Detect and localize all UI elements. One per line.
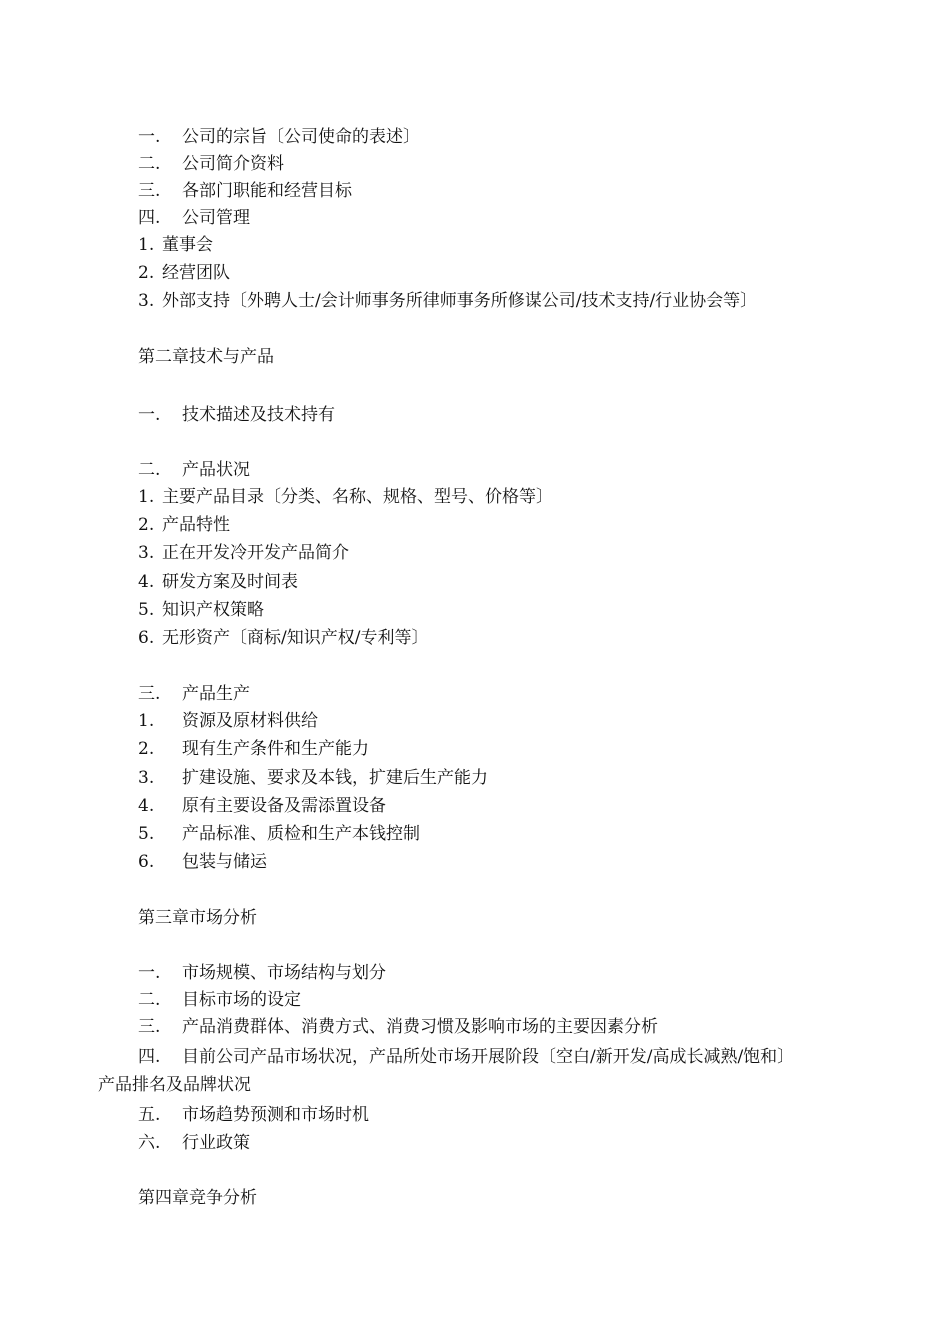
section-item	[138, 153, 284, 175]
item-text: 资源及原材料供给	[182, 711, 318, 731]
item-text: 扩建设施、要求及本钱，扩建后生产能力	[182, 768, 488, 788]
item-number: 二.	[138, 460, 161, 480]
item-text: 技术描述及技术持有	[182, 405, 335, 425]
section-item	[138, 1132, 250, 1154]
sub-item	[138, 486, 553, 508]
item-number: 6.	[138, 852, 155, 872]
item-text: 知识产权策略	[162, 600, 264, 620]
section-item	[138, 126, 420, 148]
item-number: 一.	[138, 963, 161, 983]
section-item	[138, 1016, 658, 1038]
item-number: 二.	[138, 990, 161, 1010]
item-number: 3.	[138, 768, 155, 788]
sub-item	[138, 599, 264, 621]
item-number: 三.	[138, 684, 161, 704]
section-item	[138, 404, 335, 426]
sub-item	[138, 823, 420, 845]
item-number: 5.	[138, 824, 155, 844]
item-text: 各部门职能和经营目标	[182, 181, 352, 201]
item-text: 公司的宗旨〔公司使命的表述〕	[182, 127, 420, 147]
item-number: 四.	[138, 1047, 161, 1067]
sub-item	[138, 851, 267, 873]
sub-item	[138, 514, 230, 536]
item-text: 产品特性	[162, 515, 230, 535]
item-number: 5.	[138, 600, 155, 620]
sub-item	[138, 767, 488, 789]
sub-item	[138, 710, 318, 732]
item-number: 一.	[138, 127, 161, 147]
item-number: 六.	[138, 1133, 161, 1153]
item-text: 行业政策	[182, 1133, 250, 1153]
item-text: 市场规模、市场结构与划分	[182, 963, 386, 983]
item-text: 公司简介资料	[182, 154, 284, 174]
item-number: 3.	[138, 291, 155, 311]
sub-item	[138, 627, 428, 649]
sub-item	[138, 262, 230, 284]
section-item	[138, 1046, 794, 1068]
item-number: 一.	[138, 405, 161, 425]
item-number: 三.	[138, 181, 161, 201]
item-text: 无形资产〔商标/知识产权/专利等〕	[162, 628, 429, 648]
item-text: 产品生产	[182, 684, 250, 704]
item-text: 目标市场的设定	[182, 990, 301, 1010]
item-text: 包装与储运	[182, 852, 267, 872]
item-number: 2.	[138, 263, 155, 283]
item-number: 2.	[138, 739, 155, 759]
item-text: 董事会	[162, 235, 213, 255]
sub-item	[138, 542, 349, 564]
chapter-heading: 第四章竞争分析	[138, 1188, 257, 1208]
item-text: 产品标准、质检和生产本钱控制	[182, 824, 420, 844]
item-text: 研发方案及时间表	[162, 572, 298, 592]
item-text: 公司管理	[182, 208, 250, 228]
item-number: 2.	[138, 515, 155, 535]
item-number: 四.	[138, 208, 161, 228]
item-text: 市场趋势预测和市场时机	[182, 1105, 369, 1125]
item-number: 4.	[138, 796, 155, 816]
item-number: 1.	[138, 235, 155, 255]
item-text: 现有生产条件和生产能力	[182, 739, 369, 759]
item-text: 产品消费群体、消费方式、消费习惯及影响市场的主要因素分析	[182, 1017, 658, 1037]
section-item	[138, 962, 386, 984]
item-number: 1.	[138, 487, 155, 507]
chapter-heading: 第三章市场分析	[138, 908, 257, 928]
item-text-continuation: 产品排名及品牌状况	[98, 1075, 251, 1095]
item-text: 产品状况	[182, 460, 250, 480]
sub-item	[138, 290, 757, 312]
section-item	[138, 683, 250, 705]
item-text: 外部支持〔外聘人士/会计师事务所律师事务所修谋公司/技术支持/行业协会等〕	[162, 291, 758, 311]
item-text: 经营团队	[162, 263, 230, 283]
item-text: 原有主要设备及需添置设备	[182, 796, 386, 816]
item-number: 3.	[138, 543, 155, 563]
chapter-heading: 第二章技术与产品	[138, 347, 274, 367]
section-item	[138, 207, 250, 229]
sub-item	[138, 795, 386, 817]
section-item	[138, 989, 301, 1011]
item-text: 目前公司产品市场状况，产品所处市场开展阶段〔空白/新开发/高成长减熟/饱和〕	[182, 1047, 795, 1067]
section-item	[138, 459, 250, 481]
sub-item	[138, 234, 213, 256]
item-text: 主要产品目录〔分类、名称、规格、型号、价格等〕	[162, 487, 553, 507]
sub-item	[138, 738, 369, 760]
item-number: 6.	[138, 628, 155, 648]
item-number: 二.	[138, 154, 161, 174]
item-number: 4.	[138, 572, 155, 592]
sub-item	[138, 571, 298, 593]
item-text: 正在开发冷开发产品简介	[162, 543, 349, 563]
section-item	[138, 180, 352, 202]
section-item	[138, 1104, 369, 1126]
item-number: 三.	[138, 1017, 161, 1037]
item-number: 五.	[138, 1105, 161, 1125]
item-number: 1.	[138, 711, 155, 731]
